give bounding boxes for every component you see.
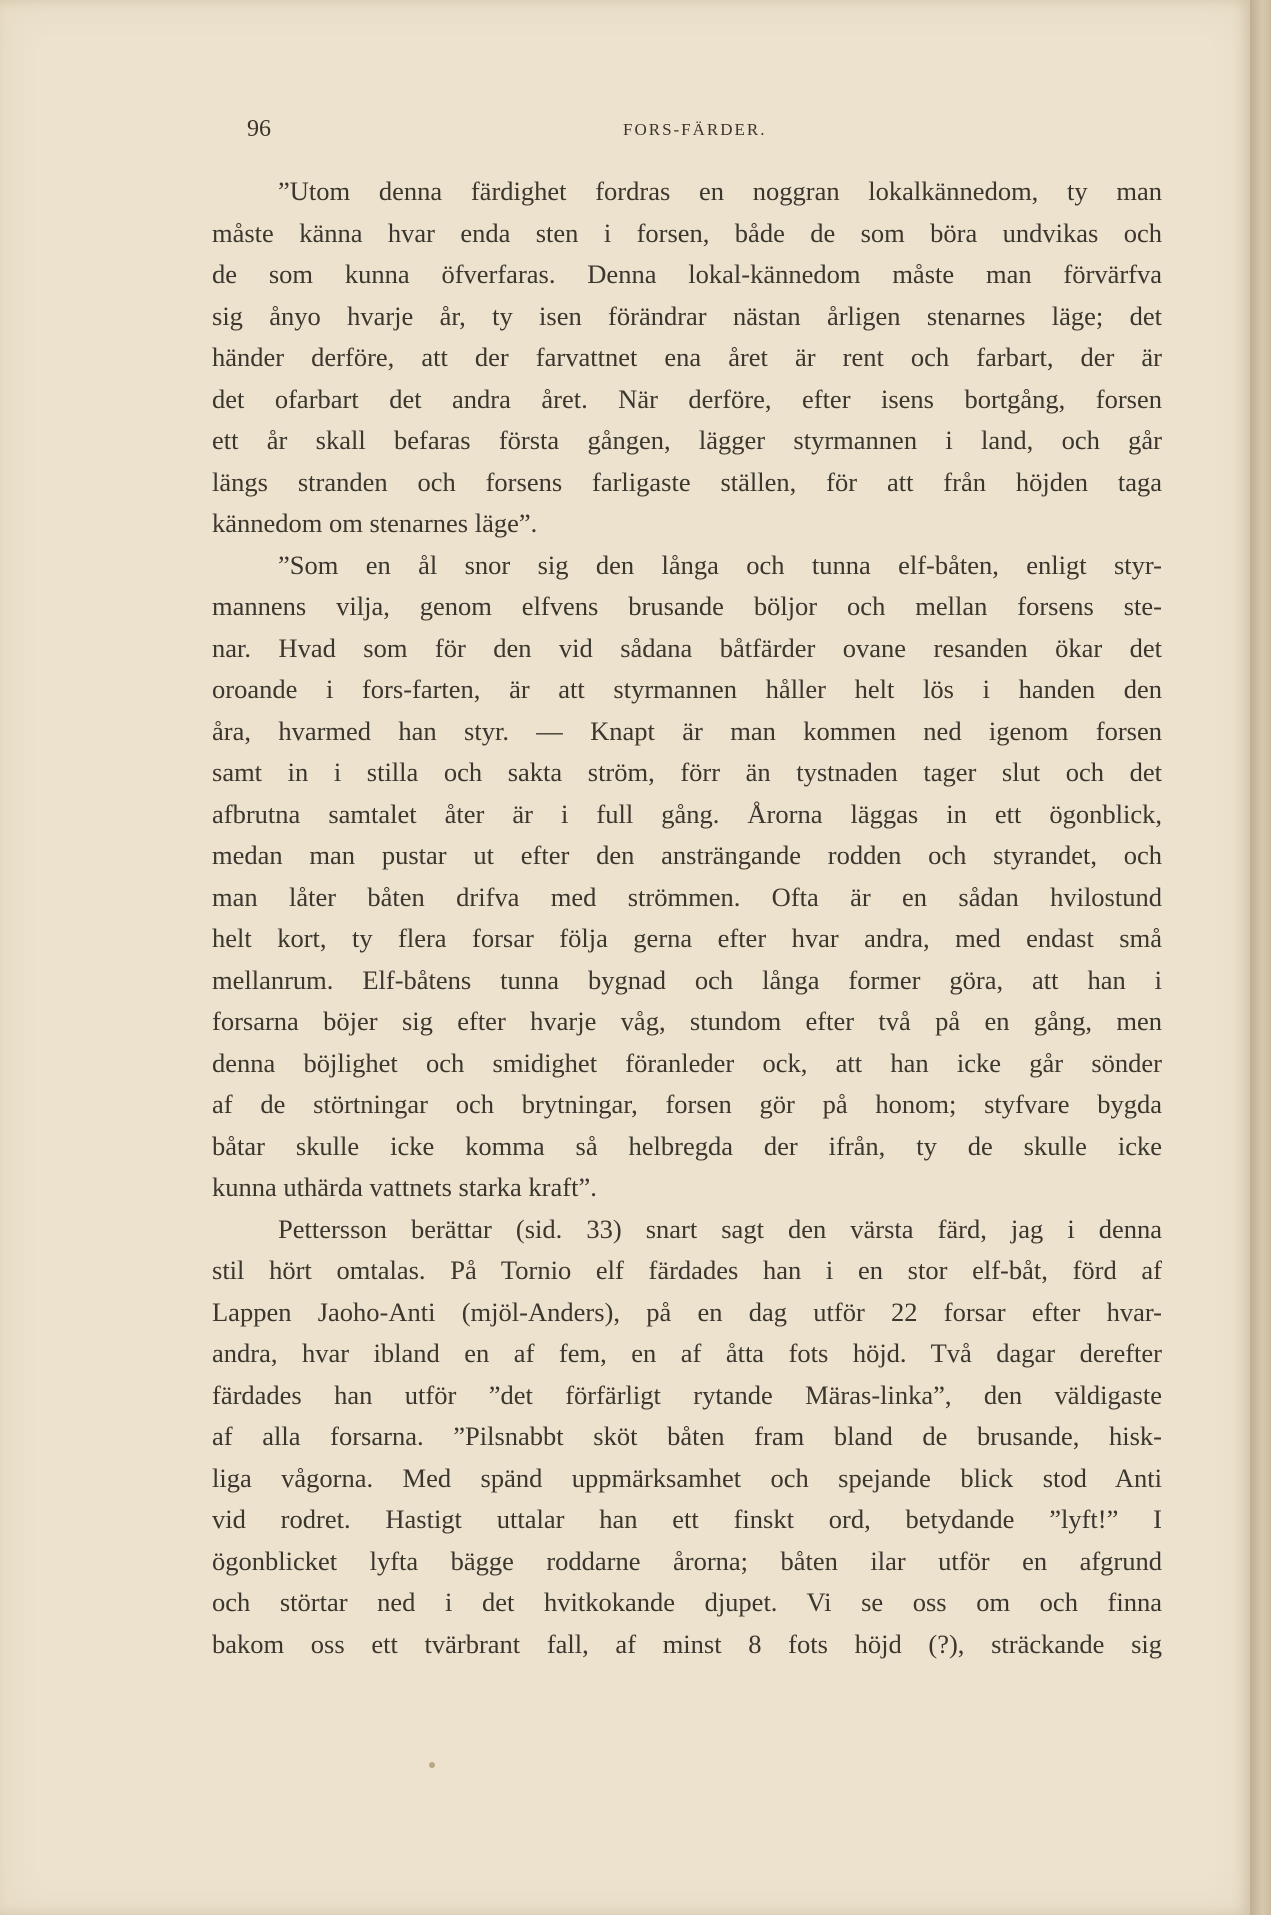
text-line: båtar skulle icke komma så helbregda der ifrån, ty de skulle icke (212, 1130, 1162, 1161)
text-line: sig ånyo hvarje år, ty isen förändrar nästan årligen stenarnes läge; det (212, 300, 1162, 331)
text-line: ”Som en ål snor sig den långa och tunna elf-båten, enligt styr- (278, 549, 1162, 580)
text-line: forsarna böjer sig efter hvarje våg, stundom efter två på en gång, men (212, 1006, 1162, 1036)
page-edge (1250, 0, 1271, 1915)
text-line: vid rodret. Hastigt uttalar han ett finskt ord, betydande ”lyft!” I (212, 1504, 1162, 1534)
text-line: oroande i fors-farten, är att styrmannen håller helt lös i handen den (212, 674, 1162, 704)
text-line: färdades han utför ”det förfärligt rytande Märas-linka”, den väldigaste (212, 1379, 1162, 1410)
paper-spot (429, 1762, 435, 1768)
text-line: ögonblicket lyfta bägge roddarne årorna; båten ilar utför en afgrund (212, 1545, 1162, 1576)
text-line: Pettersson berättar (sid. 33) snart sagt den värsta färd, jag i denna (278, 1213, 1162, 1244)
text-line: måste känna hvar enda sten i forsen, både de som böra undvikas och (212, 217, 1162, 248)
text-line: denna böjlighet och smidighet föranleder ock, att han icke går sönder (212, 1047, 1162, 1078)
text-line: Lappen Jaoho-Anti (mjöl-Anders), på en dag utför 22 forsar efter hvar- (212, 1296, 1162, 1327)
text-line: samt in i stilla och sakta ström, förr än tystnaden tager slut och det (212, 757, 1162, 787)
running-title: FORS-FÄRDER. (623, 120, 767, 139)
page-number: 96 (247, 116, 271, 142)
text-line: ”Utom denna färdighet fordras en noggran lokalkännedom, ty man (278, 176, 1162, 206)
text-line: medan man pustar ut efter den ansträngande rodden och styrandet, och (212, 840, 1162, 870)
text-line: stil hört omtalas. På Tornio elf färdades han i en stor elf-båt, förd af (212, 1255, 1162, 1285)
text-line: mannens vilja, genom elfvens brusande böljor och mellan forsens ste- (212, 591, 1162, 621)
text-line: man låter båten drifva med strömmen. Ofta är en sådan hvilostund (212, 881, 1162, 912)
text-line: af de störtningar och brytningar, forsen gör på honom; styfvare bygda (212, 1089, 1162, 1119)
text-line: händer derföre, att der farvattnet ena året är rent och farbart, der är (212, 342, 1162, 372)
text-line: liga vågorna. Med spänd uppmärksamhet och spejande blick stod Anti (212, 1462, 1162, 1493)
text-line: åra, hvarmed han styr. — Knapt är man kommen ned igenom forsen (212, 715, 1162, 746)
text-line: kännedom om stenarnes läge”. (212, 508, 538, 538)
text-line: af alla forsarna. ”Pilsnabbt sköt båten fram bland de brusande, hisk- (212, 1421, 1162, 1451)
text-line: afbrutna samtalet åter är i full gång. Årorna läggas in ett ögonblick, (212, 798, 1162, 829)
text-line: andra, hvar ibland en af fem, en af åtta fots höjd. Två dagar derefter (212, 1338, 1162, 1368)
text-line: nar. Hvad som för den vid sådana båtfärder ovane resanden ökar det (212, 632, 1162, 663)
text-line: längs stranden och forsens farligaste ställen, för att från höjden taga (212, 466, 1162, 497)
text-line: de som kunna öfverfaras. Denna lokal-kännedom måste man förvärfva (212, 259, 1162, 289)
text-line: ett år skall befaras första gången, lägger styrmannen i land, och går (212, 425, 1162, 455)
body-text (212, 171, 1162, 1665)
text-line: kunna uthärda vattnets starka kraft”. (212, 1172, 597, 1202)
text-line: bakom oss ett tvärbrant fall, af minst 8 fots höjd (?), sträckande sig (212, 1628, 1162, 1659)
text-line: det ofarbart det andra året. När derföre, efter isens bortgång, forsen (212, 383, 1162, 414)
text-line: mellanrum. Elf-båtens tunna bygnad och långa former göra, att han i (212, 964, 1162, 995)
text-line: och störtar ned i det hvitkokande djupet. Vi se oss om och finna (212, 1587, 1162, 1617)
page-header (0, 116, 1250, 146)
text-line: helt kort, ty flera forsar följa gerna efter hvar andra, med endast små (212, 923, 1162, 953)
